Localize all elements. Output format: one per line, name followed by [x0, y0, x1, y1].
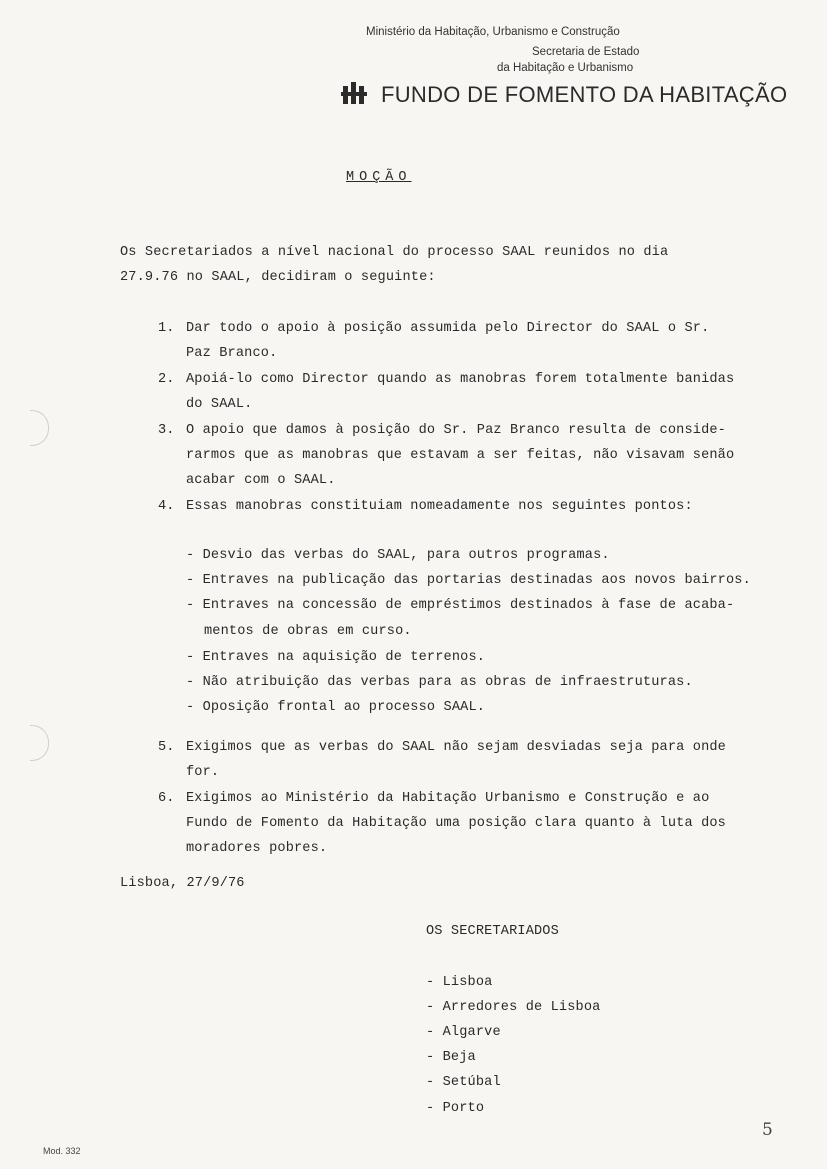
item-line: Exigimos ao Ministério da Habitação Urbanismo e Construção e ao: [186, 791, 710, 806]
ministry-name: Ministério da Habitação, Urbanismo e Construção: [366, 26, 620, 38]
item-number: 1.: [158, 321, 175, 336]
signatory-item: - Algarve: [426, 1025, 501, 1040]
item-line: acabar com o SAAL.: [186, 473, 336, 488]
point-line: - Desvio das verbas do SAAL, para outros programas.: [186, 548, 610, 563]
punch-hole: [30, 410, 49, 446]
item-number: 2.: [158, 372, 175, 387]
secretariat-line-2: da Habitação e Urbanismo: [497, 62, 634, 74]
item-line: Apoiá-lo como Director quando as manobras forem totalmente banidas: [186, 372, 735, 387]
item-line: Paz Branco.: [186, 346, 278, 361]
form-code: Mod. 332: [43, 1146, 81, 1156]
punch-hole: [30, 725, 49, 761]
place-date: Lisboa, 27/9/76: [120, 876, 245, 891]
signatory-item: - Arredores de Lisboa: [426, 1000, 601, 1015]
item-line: Exigimos que as verbas do SAAL não sejam desviadas seja para onde: [186, 740, 726, 755]
signatory-item: - Setúbal: [426, 1075, 501, 1090]
item-number: 5.: [158, 740, 175, 755]
fund-name: FUNDO DE FOMENTO DA HABITAÇÃO: [381, 82, 788, 107]
item-line: Fundo de Fomento da Habitação uma posição clara quanto à luta dos: [186, 816, 726, 831]
point-line: - Não atribuição das verbas para as obras de infraestruturas.: [186, 675, 693, 690]
intro-line: 27.9.76 no SAAL, decidiram o seguinte:: [120, 270, 436, 285]
item-line: do SAAL.: [186, 397, 253, 412]
item-line: Essas manobras constituiam nomeadamente nos seguintes pontos:: [186, 499, 693, 514]
point-line: - Entraves na publicação das portarias destinadas aos novos bairros.: [186, 573, 751, 588]
item-number: 3.: [158, 423, 175, 438]
intro-line: Os Secretariados a nível nacional do processo SAAL reunidos no dia: [120, 245, 669, 260]
point-line: - Entraves na aquisição de terrenos.: [186, 650, 486, 665]
secretariat-line-1: Secretaria de Estado: [532, 46, 640, 58]
signatory-item: - Lisboa: [426, 975, 493, 990]
document-title: MOÇÃO: [346, 170, 412, 185]
item-number: 4.: [158, 499, 175, 514]
signatory-item: - Beja: [426, 1050, 476, 1065]
page-number: 5: [762, 1120, 773, 1140]
item-line: for.: [186, 765, 220, 780]
item-line: moradores pobres.: [186, 841, 328, 856]
signatory-item: - Porto: [426, 1101, 485, 1116]
item-line: rarmos que as manobras que estavam a ser feitas, não visavam senão: [186, 448, 735, 463]
item-line: O apoio que damos à posição do Sr. Paz Branco resulta de conside-: [186, 423, 726, 438]
signatories-title: OS SECRETARIADOS: [426, 924, 559, 939]
point-line: - Entraves na concessão de empréstimos destinados à fase de acaba-: [186, 598, 735, 613]
point-line: - Oposição frontal ao processo SAAL.: [186, 700, 486, 715]
item-line: Dar todo o apoio à posição assumida pelo Director do SAAL o Sr.: [186, 321, 710, 336]
point-line: mentos de obras em curso.: [204, 624, 412, 639]
item-number: 6.: [158, 791, 175, 806]
fund-logo-icon: [341, 80, 367, 106]
